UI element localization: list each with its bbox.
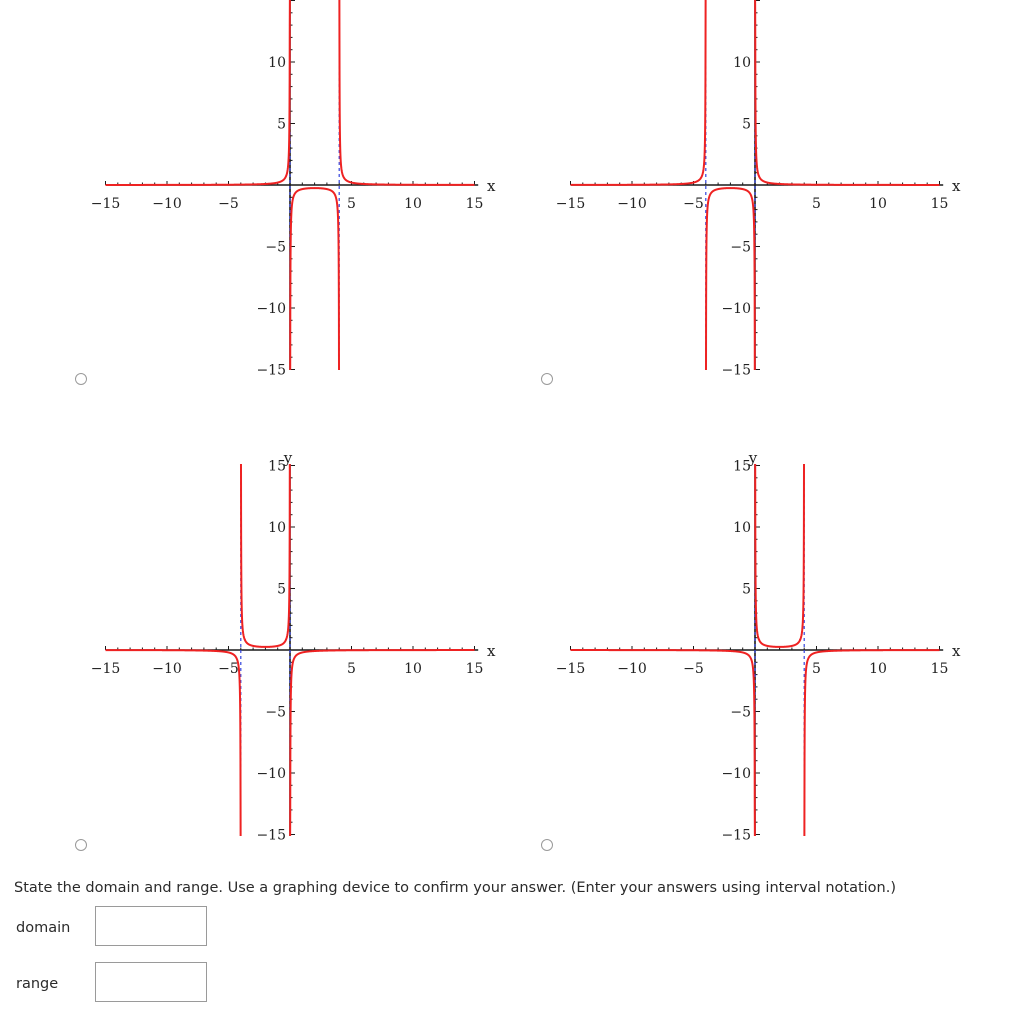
x-axis-label: x [486, 642, 496, 660]
x-tick-label: −5 [683, 196, 704, 212]
x-tick-label: −15 [90, 661, 121, 677]
x-tick-label: 15 [930, 196, 949, 212]
x-tick-label: 10 [869, 661, 887, 677]
x-tick-label: 10 [404, 661, 422, 677]
x-axis-label: x [951, 642, 961, 660]
x-tick-label: 5 [812, 196, 821, 212]
y-tick-label: −15 [256, 362, 286, 379]
y-tick-label: −10 [256, 766, 286, 782]
y-tick-label: −15 [256, 827, 286, 844]
y-tick-label: −5 [730, 704, 751, 721]
y-tick-label: 5 [277, 116, 286, 133]
x-tick-label: 15 [465, 196, 484, 212]
y-tick-label: 10 [733, 55, 751, 71]
x-tick-label: −10 [152, 196, 182, 212]
function-curve [755, 464, 804, 647]
x-tick-label: 15 [465, 661, 484, 677]
x-tick-label: 10 [404, 196, 422, 212]
x-axis-label: x [951, 177, 961, 195]
radio-option-d[interactable] [541, 839, 553, 851]
x-tick-label: −10 [617, 196, 647, 212]
question-prompt: State the domain and range. Use a graphing device to confirm your answer. (Enter your answers using interval notation.) [14, 880, 897, 896]
y-tick-label: −5 [730, 239, 751, 256]
y-tick-label: 10 [268, 55, 286, 71]
function-curve [804, 650, 939, 836]
x-tick-label: −15 [555, 661, 586, 677]
y-tick-label: −5 [265, 704, 286, 721]
x-axis-label: x [486, 177, 496, 195]
y-tick-label: −10 [256, 301, 286, 317]
y-axis-label: y [283, 449, 293, 467]
x-tick-label: −10 [617, 661, 647, 677]
y-tick-label: −10 [721, 766, 751, 782]
y-tick-label: 5 [742, 581, 751, 598]
y-tick-label: −15 [721, 362, 751, 379]
function-curve [571, 650, 755, 836]
x-tick-label: −10 [152, 661, 182, 677]
x-tick-label: 5 [347, 196, 356, 212]
y-tick-label: 10 [268, 520, 286, 536]
x-tick-label: −15 [90, 196, 121, 212]
x-tick-label: 15 [930, 661, 949, 677]
x-tick-label: 5 [812, 661, 821, 677]
x-tick-label: −15 [555, 196, 586, 212]
y-axis-label: y [748, 449, 758, 467]
y-tick-label: −15 [721, 827, 751, 844]
y-tick-label: 5 [277, 581, 286, 598]
x-tick-label: −5 [218, 196, 239, 212]
x-tick-label: −5 [218, 661, 239, 677]
range-label: range [16, 976, 59, 992]
y-tick-label: 10 [733, 520, 751, 536]
y-tick-label: 15 [733, 458, 751, 475]
range-input[interactable] [95, 962, 207, 1002]
domain-input[interactable] [95, 906, 207, 946]
y-tick-label: −5 [265, 239, 286, 256]
y-tick-label: 15 [268, 458, 286, 475]
x-tick-label: 5 [347, 661, 356, 677]
x-tick-label: −5 [683, 661, 704, 677]
y-tick-label: −10 [721, 301, 751, 317]
y-tick-label: 5 [742, 116, 751, 133]
domain-label: domain [16, 920, 71, 936]
x-tick-label: 10 [869, 196, 887, 212]
